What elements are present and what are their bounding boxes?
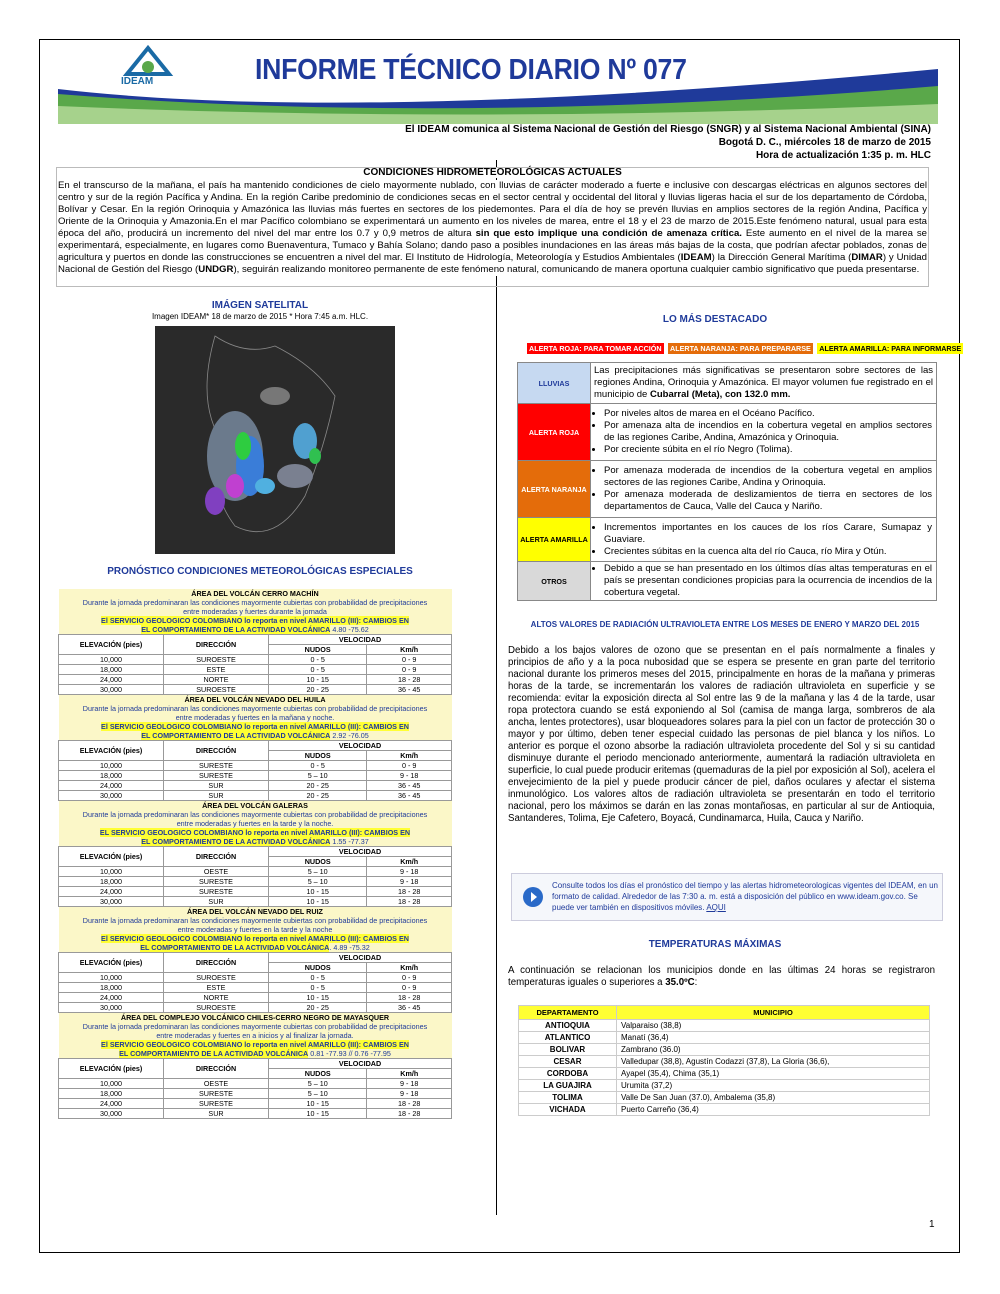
col-nudos: NUDOS (269, 1069, 367, 1079)
table-cell: 5 – 10 (269, 1079, 367, 1089)
table-cell: SUROESTE (164, 685, 269, 695)
table-cell: 5 – 10 (269, 867, 367, 877)
table-cell: SURESTE (164, 887, 269, 897)
table-cell: 10 - 15 (269, 1109, 367, 1119)
table-cell: 36 - 45 (367, 1003, 452, 1013)
table-row (59, 983, 452, 993)
area-name: ÁREA DEL VOLCÁN NEVADO DEL RUIZ (59, 907, 452, 916)
municipio-cell: Valparaiso (38,8) (617, 1020, 930, 1032)
table-cell: 10,000 (59, 761, 164, 771)
table-row (519, 1056, 930, 1068)
area-sgc-row (59, 1040, 452, 1059)
list-item: • Por creciente súbita en el río Negro (Tolima). (604, 444, 935, 456)
table-cell: 30,000 (59, 685, 164, 695)
col-elevacion: ELEVACIÓN (pies) (59, 953, 164, 973)
table-cell: 10,000 (59, 1079, 164, 1089)
table-cell: 9 - 18 (367, 1079, 452, 1089)
label-alerta-naranja: ALERTA NARANJA (518, 461, 591, 518)
table-cell: 18 - 28 (367, 1099, 452, 1109)
table-cell: 24,000 (59, 993, 164, 1003)
column-divider (496, 160, 497, 1215)
row-otros (518, 562, 937, 601)
col-kmh: Km/h (367, 645, 452, 655)
table-cell: 0 - 9 (367, 983, 452, 993)
table-row (59, 1079, 452, 1089)
departamento-cell: VICHADA (519, 1104, 617, 1116)
table-cell: 10,000 (59, 655, 164, 665)
area-desc-row (59, 704, 452, 722)
area-sgc-notice: El SERVICIO GEOLOGICO COLOMBIANO lo reporta en nivel AMARILLO (III): CAMBIOS EN EL COMPORTAMIENTO DE LA ACTIVIDAD VOLCÁNICA 2.92 -76.05 (59, 722, 452, 741)
area-name: ÁREA DEL VOLCÁN CERRO MACHÍN (59, 589, 452, 598)
table-cell: 9 - 18 (367, 771, 452, 781)
col-direccion: DIRECCIÓN (164, 1059, 269, 1079)
col-elevacion: ELEVACIÓN (pies) (59, 847, 164, 867)
forecast-header-row (59, 1059, 452, 1069)
col-nudos: NUDOS (269, 645, 367, 655)
uv-title: ALTOS VALORES DE RADIACIÓN ULTRAVIOLETA ENTRE LOS MESES DE ENERO Y MARZO DEL 2015 (530, 620, 920, 629)
table-cell: 5 – 10 (269, 877, 367, 887)
forecast-header-row (59, 847, 452, 857)
table-cell: SUROESTE (164, 655, 269, 665)
area-name: ÁREA DEL VOLCÁN GALERAS (59, 801, 452, 810)
table-cell: 9 - 18 (367, 1089, 452, 1099)
table-cell: 20 - 25 (269, 781, 367, 791)
col-kmh: Km/h (367, 1069, 452, 1079)
table-row (59, 1109, 452, 1119)
table-cell: SURESTE (164, 761, 269, 771)
col-direccion: DIRECCIÓN (164, 635, 269, 655)
amarilla-list (591, 518, 937, 562)
table-cell: 30,000 (59, 1109, 164, 1119)
departamento-cell: BOLIVAR (519, 1044, 617, 1056)
col-kmh: Km/h (367, 751, 452, 761)
table-cell: 20 - 25 (269, 1003, 367, 1013)
table-cell: 0 - 5 (269, 655, 367, 665)
table-row (59, 867, 452, 877)
area-name-row (59, 801, 452, 810)
table-cell: 24,000 (59, 887, 164, 897)
satellite-cloud-graphic (155, 326, 395, 554)
area-description: Durante la jornada predominaran las condiciones mayormente cubiertas con probabilidad de precipitaciones entre moderadas y fuertes en a inicios y al finalizar la jornada. (59, 1022, 452, 1040)
table-row (519, 1044, 930, 1056)
temps-header-row (519, 1006, 930, 1020)
col-kmh: Km/h (367, 857, 452, 867)
forecast-header-row (59, 635, 452, 645)
table-cell: SUROESTE (164, 1003, 269, 1013)
temps-intro: A continuación se relacionan los municipios donde en las últimas 24 horas se registraron temperaturas iguales o superiores a 35.0ºC: (508, 965, 935, 988)
area-description: Durante la jornada predominaran las condiciones mayormente cubiertas con probabilidad de precipitaciones entre moderadas y fuertes durante la jornada (59, 598, 452, 616)
table-cell: 10 - 15 (269, 993, 367, 1003)
table-cell: 10 - 15 (269, 897, 367, 907)
area-desc-row (59, 598, 452, 616)
departamento-cell: ANTIOQUIA (519, 1020, 617, 1032)
label-lluvias: LLUVIAS (518, 363, 591, 404)
forecast-tables (58, 589, 452, 1119)
list-item: • Por niveles altos de marea en el Océano Pacífico. (604, 408, 935, 420)
table-cell: 10,000 (59, 867, 164, 877)
table-row (59, 887, 452, 897)
table-cell: 30,000 (59, 1003, 164, 1013)
table-cell: 0 - 5 (269, 761, 367, 771)
notice-box (511, 873, 943, 921)
table-cell: SURESTE (164, 1089, 269, 1099)
area-sgc-row (59, 934, 452, 953)
label-alerta-roja: ALERTA ROJA (518, 404, 591, 461)
area-desc-row (59, 916, 452, 934)
temps-table (518, 1005, 930, 1116)
table-row (519, 1032, 930, 1044)
table-row (59, 675, 452, 685)
table-cell: NORTE (164, 993, 269, 1003)
table-row (59, 1099, 452, 1109)
row-alerta-naranja (518, 461, 937, 518)
table-row (59, 771, 452, 781)
table-cell: 5 – 10 (269, 1089, 367, 1099)
table-cell: 18,000 (59, 1089, 164, 1099)
forecast-title: PRONÓSTICO CONDICIONES METEOROLÓGICAS ESPECIALES (107, 566, 413, 577)
table-cell: 36 - 45 (367, 791, 452, 801)
forecast-header-row (59, 953, 452, 963)
table-cell: 30,000 (59, 897, 164, 907)
table-row (59, 897, 452, 907)
municipio-cell: Ayapel (35,4), Chima (35,1) (617, 1068, 930, 1080)
col-velocidad: VELOCIDAD (269, 741, 452, 751)
area-description: Durante la jornada predominaran las condiciones mayormente cubiertas con probabilidad de precipitaciones entre moderadas y fuertes en la tarde y la noche (59, 916, 452, 934)
departamento-cell: CORDOBA (519, 1068, 617, 1080)
table-cell: 18 - 28 (367, 675, 452, 685)
table-cell: OESTE (164, 867, 269, 877)
table-cell: NORTE (164, 675, 269, 685)
table-cell: 10 - 15 (269, 675, 367, 685)
table-row (519, 1068, 930, 1080)
col-direccion: DIRECCIÓN (164, 741, 269, 761)
table-cell: ESTE (164, 665, 269, 675)
departamento-cell: TOLIMA (519, 1092, 617, 1104)
municipio-cell: Zambrano (36.0) (617, 1044, 930, 1056)
area-sgc-row (59, 722, 452, 741)
label-otros: OTROS (518, 562, 591, 601)
area-sgc-row (59, 616, 452, 635)
table-cell: 18,000 (59, 983, 164, 993)
table-cell: 18 - 28 (367, 993, 452, 1003)
table-row (59, 877, 452, 887)
departamento-cell: LA GUAJIRA (519, 1080, 617, 1092)
table-cell: 0 - 5 (269, 665, 367, 675)
label-alerta-amarilla: ALERTA AMARILLA (518, 518, 591, 562)
col-kmh: Km/h (367, 963, 452, 973)
area-desc-row (59, 810, 452, 828)
satellite-caption: Imagen IDEAM* 18 de marzo de 2015 * Hora 7:45 a.m. HLC. (151, 312, 369, 321)
departamento-cell: ATLANTICO (519, 1032, 617, 1044)
report-title: INFORME TÉCNICO DIARIO Nº 077 (255, 54, 687, 86)
table-cell: SUR (164, 1109, 269, 1119)
area-sgc-notice: El SERVICIO GEOLOGICO COLOMBIANO lo reporta en nivel AMARILLO (III): CAMBIOS EN EL COMPORTAMIENTO DE LA ACTIVIDAD VOLCÁNICA. 4.89 -75.32 (59, 934, 452, 953)
table-cell: 24,000 (59, 1099, 164, 1109)
area-name-row (59, 1013, 452, 1022)
table-cell: 10 - 15 (269, 1099, 367, 1109)
area-description: Durante la jornada predominaran las condiciones mayormente cubiertas con probabilidad de precipitaciones entre moderadas y fuertes en la mañana y noche. (59, 704, 452, 722)
conditions-text: En el transcurso de la mañana, el país ha mantenido condiciones de cielo mayormente nublado, con lluvias de carácter moderado a fuerte e inclusive con descargas eléctricas en algunos sectores del centro y sur de la región Pacífica y Andina. En la región Caribe predominio de condiciones secas en el sector central y occidental del litoral y lluvias ligeras hacia el sur de los departamento de Córdoba, Bolívar y Cesar. En la región Orinoquia y Amazónica las lluvias más fuertes en sectores de los piedemontes. Para el día de hoy se prevén lluvias en amplios sectores de la región Andina, Pacífica y Oriente de la Orinoquia y Amazonia.En el mar Pacífico colombiano se experimentará un aumento en los niveles de marea, entre el 18 y el 23 de marzo de 2015.Este fenómeno natural, usual para esta época del año, producirá un incremento del nivel del mar entre los 0.7 y 0,9 metros de altura sin que esto implique una condición de amenaza crítica. Este aumento en el nivel de la marea se experimentará, especialmente, en lugares como Buenaventura, Tumaco y Bahía Solano; dando paso a posibles inundaciones en las áreas más bajas de la costa, que podrían afectar poblados, zonas de agricultura y puertos en donde las construcciones se encuentren a nivel del mar. El Instituto de Hidrología, Meteorología y Estudios Ambientales (IDEAM) la Dirección General Marítima (DIMAR) y Unidad Nacional de Gestión del Riesgo (UNDGR), seguirán realizando monitoreo permanente de este fenómeno natural, comunicando de manera oportuna cualquier cambio significativo que pueda presentarse. (58, 180, 928, 275)
table-cell: OESTE (164, 1079, 269, 1089)
area-sgc-row (59, 828, 452, 847)
table-row (59, 781, 452, 791)
col-municipio: MUNICIPIO (617, 1006, 930, 1020)
table-cell: 30,000 (59, 791, 164, 801)
area-name: ÁREA DEL COMPLEJO VOLCÁNICO CHILES-CERRO NEGRO DE MAYASQUER (59, 1013, 452, 1022)
table-cell: 10,000 (59, 973, 164, 983)
area-description: Durante la jornada predominaran las condiciones mayormente cubiertas con probabilidad de precipitaciones entre moderadas y fuertes en la tarde y la noche. (59, 810, 452, 828)
table-cell: SUR (164, 781, 269, 791)
table-row (59, 973, 452, 983)
departamento-cell: CESAR (519, 1056, 617, 1068)
col-nudos: NUDOS (269, 857, 367, 867)
municipio-cell: Manatí (36,4) (617, 1032, 930, 1044)
header-line-1: El IDEAM comunica al Sistema Nacional de Gestión del Riesgo (SNGR) y al Sistema Nacional Ambiental (SINA) (405, 124, 931, 135)
table-cell: 0 - 9 (367, 761, 452, 771)
table-cell: SUROESTE (164, 973, 269, 983)
table-cell: 36 - 45 (367, 781, 452, 791)
table-cell: 9 - 18 (367, 867, 452, 877)
area-name-row (59, 907, 452, 916)
table-cell: 20 - 25 (269, 791, 367, 801)
table-cell: 9 - 18 (367, 877, 452, 887)
legend-yellow: ALERTA AMARILLA: PARA INFORMARSE (819, 344, 962, 353)
row-alerta-amarilla (518, 518, 937, 562)
table-cell: 24,000 (59, 675, 164, 685)
municipio-cell: Urumita (37,2) (617, 1080, 930, 1092)
col-velocidad: VELOCIDAD (269, 635, 452, 645)
notice-link[interactable]: AQUI (706, 903, 726, 912)
table-row (519, 1080, 930, 1092)
col-velocidad: VELOCIDAD (269, 953, 452, 963)
col-velocidad: VELOCIDAD (269, 847, 452, 857)
header-update-time: Hora de actualización 1:35 p. m. HLC (755, 150, 931, 161)
municipio-cell: Valledupar (38,8), Agustín Codazzi (37,8), La Gloria (36,6), (617, 1056, 930, 1068)
table-cell: 5 – 10 (269, 771, 367, 781)
col-elevacion: ELEVACIÓN (pies) (59, 741, 164, 761)
col-elevacion: ELEVACIÓN (pies) (59, 635, 164, 655)
table-cell: SUR (164, 791, 269, 801)
list-item: • Por amenaza alta de incendios en la cobertura vegetal en amplios sectores de las regiones Caribe, Andina, Amazónica y Orinoquia. (604, 420, 935, 444)
table-row (59, 1089, 452, 1099)
highlights-table (517, 362, 937, 601)
area-desc-row (59, 1022, 452, 1040)
area-name-row (59, 589, 452, 598)
list-item: • Por amenaza moderada de deslizamientos de tierra en sectores de los departamentos de Cauca, Valle del Cauca y Nariño. (604, 489, 935, 513)
page-number: 1 (929, 1219, 935, 1230)
legend-red: ALERTA ROJA: PARA TOMAR ACCIÓN (529, 344, 662, 353)
list-item: • Crecientes súbitas en la cuenca alta del río Cauca, río Mira y Otún. (604, 546, 935, 558)
forecast-table (58, 801, 452, 907)
row-alerta-roja (518, 404, 937, 461)
forecast-table (58, 1013, 452, 1119)
forecast-header-row (59, 741, 452, 751)
table-cell: 18,000 (59, 771, 164, 781)
col-nudos: NUDOS (269, 963, 367, 973)
col-nudos: NUDOS (269, 751, 367, 761)
col-departamento: DEPARTAMENTO (519, 1006, 617, 1020)
table-cell: 18,000 (59, 665, 164, 675)
col-velocidad: VELOCIDAD (269, 1059, 452, 1069)
table-cell: 20 - 25 (269, 685, 367, 695)
table-cell: 10 - 15 (269, 887, 367, 897)
table-row (59, 993, 452, 1003)
table-cell: 0 - 9 (367, 655, 452, 665)
col-direccion: DIRECCIÓN (164, 953, 269, 973)
legend-orange: ALERTA NARANJA: PARA PREPARARSE (670, 344, 811, 353)
forecast-table (58, 589, 452, 695)
municipio-cell: Puerto Carreño (36,4) (617, 1104, 930, 1116)
area-sgc-notice: EL SERVICIO GEOLOGICO COLOMBIANO lo reporta en nivel AMARILLO (III): CAMBIOS EN EL COMPORTAMIENTO DE LA ACTIVIDAD VOLCÁNICA 1.55 -77.37 (59, 828, 452, 847)
table-cell: 18 - 28 (367, 887, 452, 897)
table-row (59, 761, 452, 771)
table-cell: SURESTE (164, 1099, 269, 1109)
lluvias-text: Las precipitaciones más significativas se presentaron sobre sectores de las regiones Andina, Orinoquia y Amazónica. El mayor volumen fue registrado en el municipio de Cubarral (Meta), con 132.0 mm. (591, 363, 937, 404)
table-cell: 36 - 45 (367, 685, 452, 695)
conditions-title: CONDICIONES HIDROMETEOROLÓGICAS ACTUALES (56, 167, 929, 178)
notice-text: Consulte todos los días el pronóstico del tiempo y las alertas hidrometeorologicas vigentes del IDEAM, en un formato de calidad. Alrededor de las 7:30 a. m. está a disposición del público en www.ideam.gov.co. Se puede ver también en dispositivos móviles. AQUI (552, 881, 938, 912)
naranja-list (591, 461, 937, 518)
forecast-table (58, 907, 452, 1013)
area-name: ÁREA DEL VOLCÁN NEVADO DEL HUILA (59, 695, 452, 704)
info-icon (522, 886, 544, 908)
highlights-title: LO MÁS DESTACADO (662, 314, 768, 325)
table-row (59, 791, 452, 801)
table-row (59, 685, 452, 695)
table-row (519, 1092, 930, 1104)
satellite-image (155, 326, 395, 554)
table-row (59, 655, 452, 665)
table-cell: 0 - 9 (367, 665, 452, 675)
list-item: • Debido a que se han presentado en los últimos días altas temperaturas en el país se presentan condiciones propicias para la ocurrencia de incendios de la cobertura vegetal. (604, 563, 935, 599)
table-cell: SURESTE (164, 771, 269, 781)
row-lluvias (518, 363, 937, 404)
uv-text: Debido a los bajos valores de ozono que se presentan en el país normalmente a finales y principios de año y a la poca nubosidad que se espera se presente en gran parte del territorio nacional durante los primeros meses del 2015, principalmente en horas de la mañana y primeras horas de la tarde, se incrementarán los valores de radiación ultravioleta en superficie y se recomienda: evitar la exposición directa al Sol entre las 9 de la mañana y las 4 de la tarde, usar ropa protectora cuando se está exponiendo al Sol (camisa de manga larga, sombreros de ala ancha, lentes protectores), usar bloqueadores solares para la piel con un factor de protección 30 o mayor y por último, deben tener especial cuidado las personas de piel blanca y los niños. Lo anterior es porque el ozono absorbe la radiación ultravioleta procedente del Sol y si su cantidad disminuye durante el periodo mencionado anteriormente, aumentará la radiación ultravioleta en superficie, lo cual puede producir eritemas (quemaduras de la piel por exposición al Sol), acelera el envejecimiento de la piel y puede producir cáncer de piel, daños oculares y afectar el sistema inmunológico. Los valores altos de radiación ultravioleta se presentarán en todo el territorio nacional, pero los máximos se darán en las zonas montañosas, en particular al sur de Antioquia, Santanderes, Tolima, Eje Cafetero, Boyacá, Cundinamarca, Huila, Cauca y Nariño. (508, 645, 935, 824)
table-cell: 0 - 5 (269, 983, 367, 993)
table-row (59, 665, 452, 675)
area-sgc-notice: El SERVICIO GEOLOGICO COLOMBIANO lo reporta en nivel AMARILLO (III): CAMBIOS EN EL COMPORTAMIENTO DE LA ACTIVIDAD VOLCÁNICA 0.81 -77.93 // 0.76 -77.95 (59, 1040, 452, 1059)
otros-list (591, 562, 937, 601)
list-item: • Por amenaza moderada de incendios de la cobertura vegetal en amplios sectores de las regiones Caribe, Andina y Orinoquia. (604, 465, 935, 489)
temps-title: TEMPERATURAS MÁXIMAS (648, 939, 782, 950)
list-item: • Incrementos importantes en los cauces de los ríos Carare, Sumapaz y Guaviare. (604, 522, 935, 546)
col-elevacion: ELEVACIÓN (pies) (59, 1059, 164, 1079)
area-name-row (59, 695, 452, 704)
roja-list (591, 404, 937, 461)
table-cell: SUR (164, 897, 269, 907)
col-direccion: DIRECCIÓN (164, 847, 269, 867)
municipio-cell: Valle De San Juan (37.0), Ambalema (35,8) (617, 1092, 930, 1104)
table-cell: 18 - 28 (367, 897, 452, 907)
forecast-table (58, 695, 452, 801)
table-cell: 18,000 (59, 877, 164, 887)
table-cell: 0 - 9 (367, 973, 452, 983)
table-cell: SURESTE (164, 877, 269, 887)
table-row (519, 1020, 930, 1032)
table-cell: ESTE (164, 983, 269, 993)
logo-text: IDEAM (121, 76, 154, 87)
table-row (59, 1003, 452, 1013)
table-cell: 18 - 28 (367, 1109, 452, 1119)
alert-legend (527, 338, 963, 356)
header-date: Bogotá D. C., miércoles 18 de marzo de 2015 (718, 137, 931, 148)
satellite-title: IMÁGEN SATELITAL (211, 300, 309, 311)
table-cell: 24,000 (59, 781, 164, 791)
area-sgc-notice: El SERVICIO GEOLOGICO COLOMBIANO lo reporta en nivel AMARILLO (III): CAMBIOS EN EL COMPORTAMIENTO DE LA ACTIVIDAD VOLCÁNICA 4.80 -75.62 (59, 616, 452, 635)
table-row (519, 1104, 930, 1116)
table-cell: 0 - 5 (269, 973, 367, 983)
